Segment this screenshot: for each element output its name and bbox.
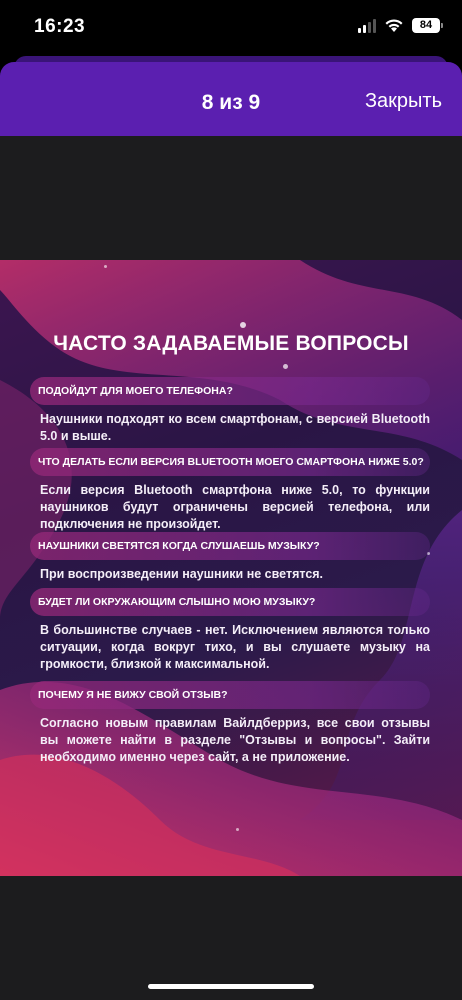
status-icons — [358, 18, 440, 33]
faq-answer: Наушники подходят ко всем смартфонам, с версией Bluetooth 5.0 и выше. — [40, 412, 430, 443]
faq-answer: Согласно новым правилам Вайлдберриз, все свои отзывы вы можете найти в разделе "Отзывы и вопросы". Зайти необходимо именно через сайт, а не приложение. — [40, 716, 430, 764]
home-indicator[interactable] — [148, 984, 314, 989]
wifi-icon — [384, 18, 404, 33]
faq-question: ЧТО ДЕЛАТЬ ЕСЛИ ВЕРСИЯ BLUETOOTH МОЕГО СМАРТФОНА НИЖЕ 5.0? — [30, 448, 430, 476]
viewer-header — [0, 62, 462, 136]
product-image-slide[interactable] — [0, 260, 462, 876]
status-time: 16:23 — [34, 16, 86, 37]
faq-question: НАУШНИКИ СВЕТЯТСЯ КОГДА СЛУШАЕШЬ МУЗЫКУ? — [30, 532, 430, 560]
page-counter: 8 из 9 — [201, 91, 261, 114]
cellular-signal-icon — [358, 19, 376, 33]
faq-question: БУДЕТ ЛИ ОКРУЖАЮЩИМ СЛЫШНО МОЮ МУЗЫКУ? — [30, 588, 430, 616]
viewer-backdrop-top — [0, 136, 462, 260]
faq-answer: При воспроизведении наушники не светятся. — [40, 567, 324, 581]
faq-question: ПОДОЙДУТ ДЛЯ МОЕГО ТЕЛЕФОНА? — [30, 377, 430, 405]
viewer-backdrop-bottom — [0, 876, 462, 1000]
faq-question: ПОЧЕМУ Я НЕ ВИЖУ СВОЙ ОТЗЫВ? — [30, 681, 430, 709]
sparkle-dot — [236, 828, 239, 831]
close-button[interactable]: Закрыть — [364, 90, 442, 112]
sparkle-dot — [283, 364, 288, 369]
faq-answer: В большинстве случаев - нет. Исключением являются только ситуации, когда вокруг тихо, и вы слушаете музыку на громкости, близкой к максимальной. — [40, 623, 430, 671]
slide-title: ЧАСТО ЗАДАВАЕМЫЕ ВОПРОСЫ — [53, 332, 409, 355]
status-bar — [0, 0, 462, 56]
battery-icon: 84 — [412, 18, 440, 33]
sparkle-dot — [240, 322, 246, 328]
sparkle-dot — [104, 265, 107, 268]
faq-answer: Если версия Bluetooth смартфона ниже 5.0, то функции наушников будут ограничены версией телефона, или подключения не произойдет. — [40, 483, 430, 531]
